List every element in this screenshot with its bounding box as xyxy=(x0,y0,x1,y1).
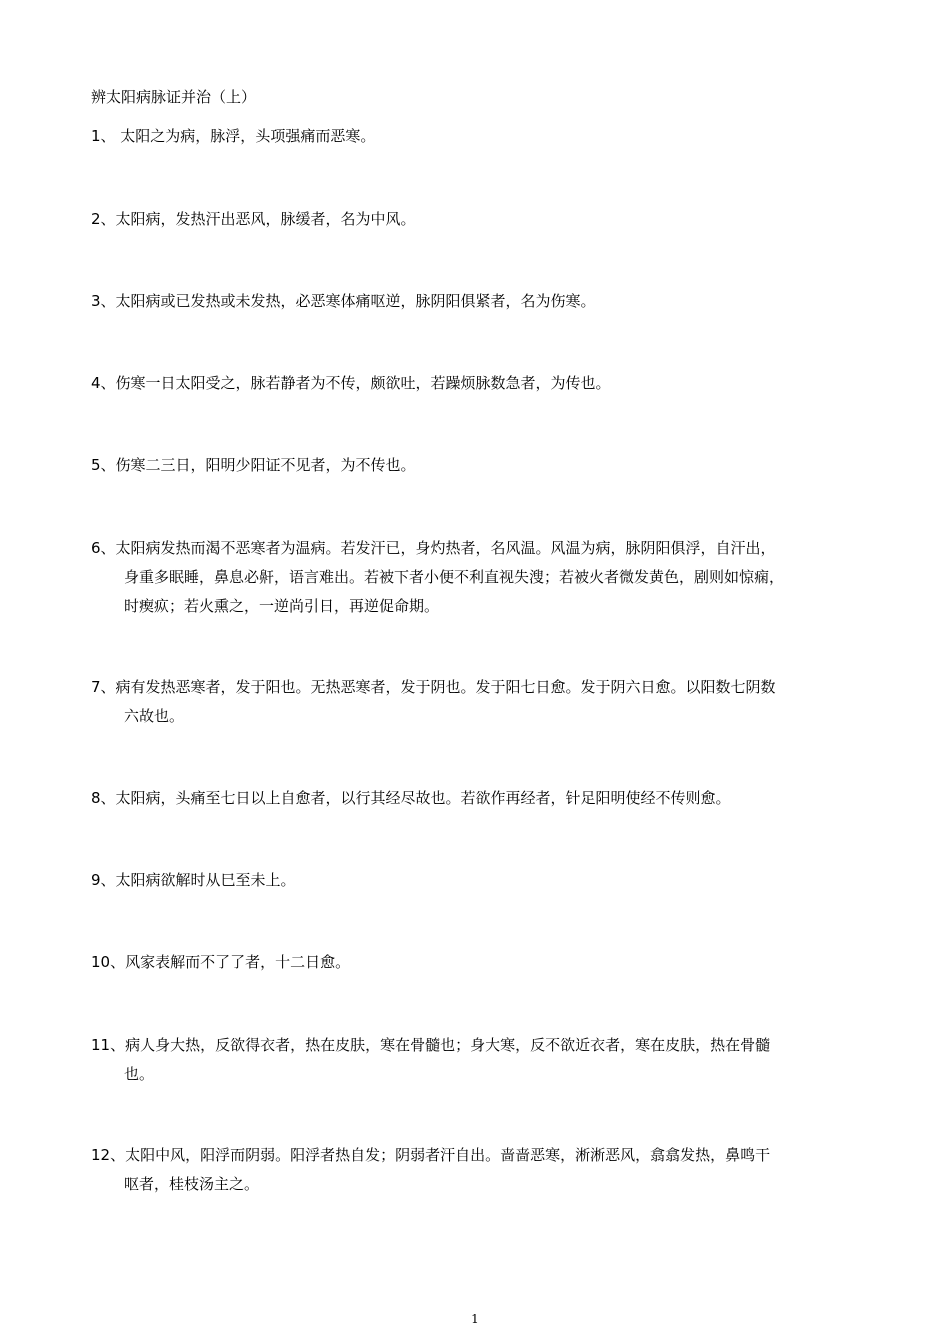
clause-line: 4、伤寒一日太阳受之，脉若静者为不传，颇欲吐，若躁烦脉数急者，为传也。 xyxy=(91,374,611,392)
clause-12 xyxy=(91,1141,861,1199)
clause-line: 12、太阳中风，阳浮而阴弱。阳浮者热自发；阴弱者汗自出。啬啬恶寒，淅淅恶风，翕翕发热，鼻鸣干 xyxy=(91,1146,771,1164)
clause-line: 5、伤寒二三日，阳明少阳证不见者，为不传也。 xyxy=(91,456,416,474)
clause-line: 也。 xyxy=(124,1065,155,1083)
clause-6 xyxy=(91,534,861,621)
clause-9 xyxy=(91,866,861,895)
clause-2 xyxy=(91,205,861,234)
clause-line: 呕者，桂枝汤主之。 xyxy=(124,1175,260,1193)
clause-line: 11、病人身大热，反欲得衣者，热在皮肤，寒在骨髓也；身大寒，反不欲近衣者，寒在皮肤，热在骨髓 xyxy=(91,1036,771,1054)
clause-line: 6、太阳病发热而渴不恶寒者为温病。若发汗已，身灼热者，名风温。风温为病，脉阴阳俱浮，自汗出， xyxy=(91,539,776,557)
clause-line: 3、太阳病或已发热或未发热，必恶寒体痛呕逆，脉阴阳俱紧者，名为伤寒。 xyxy=(91,292,596,310)
page-number: 1 xyxy=(471,1312,479,1326)
clause-line: 1、 太阳之为病，脉浮，头项强痛而恶寒。 xyxy=(91,127,376,145)
clause-1 xyxy=(91,122,861,151)
clause-line: 六故也。 xyxy=(124,707,185,725)
clause-line: 时瘈疭；若火熏之，一逆尚引日，再逆促命期。 xyxy=(124,597,440,615)
clause-line: 10、风家表解而不了了者，十二日愈。 xyxy=(91,953,351,971)
clause-line: 7、病有发热恶寒者，发于阳也。无热恶寒者，发于阴也。发于阳七日愈。发于阴六日愈。以阳数七阴数 xyxy=(91,678,776,696)
clause-line: 9、太阳病欲解时从巳至未上。 xyxy=(91,871,296,889)
clause-10 xyxy=(91,948,861,977)
document-title: 辨太阳病脉证并治（上） xyxy=(91,88,257,106)
clause-5 xyxy=(91,451,861,480)
clause-4 xyxy=(91,369,861,398)
clause-3 xyxy=(91,287,861,316)
clause-line: 8、太阳病，头痛至七日以上自愈者，以行其经尽故也。若欲作再经者，针足阳明使经不传则愈。 xyxy=(91,789,731,807)
clause-8 xyxy=(91,784,861,813)
clause-line: 2、太阳病，发热汗出恶风，脉缓者，名为中风。 xyxy=(91,210,416,228)
clause-11 xyxy=(91,1031,861,1089)
clause-line: 身重多眠睡，鼻息必鼾，语言难出。若被下者小便不利直视失溲；若被火者微发黄色，剧则如惊痫， xyxy=(124,568,785,586)
clause-7 xyxy=(91,673,861,731)
